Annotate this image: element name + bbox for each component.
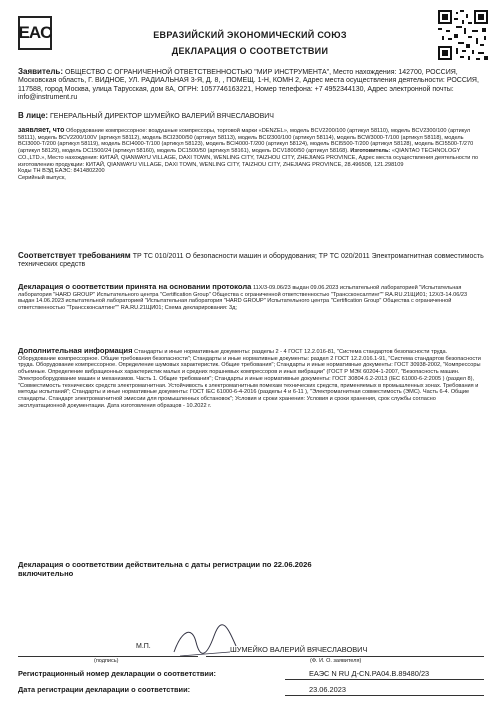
validity-date: 22.06.2026 <box>273 560 312 569</box>
hs-codes: Коды ТН ВЭД ЕАЭС: 8414802200 <box>18 168 105 175</box>
applicant-text: ОБЩЕСТВО С ОГРАНИЧЕННОЙ ОТВЕТСТВЕННОСТЬЮ "МИР ИНСТРУМЕНТА", Место нахождения: 142700, РОССИЯ, Московская область, Г. ВИДНОЕ, УЛ. РАДИАЛЬНАЯ 3-Я, Д. 8, , ПОМЕЩ. 1-Н, КОМН 2, Адрес места осуществления деятельности: РОССИЯ, 117588, город Москва, улица Тарусская, дом 8А, ОГРН: 1057746163221, Номер телефона: +7 4952344130, Адрес электронной почты: info@instrument.ru <box>18 69 479 102</box>
declares-text: Оборудование компрессорное: воздушные компрессоры, торговой марки «DENZEL», модель BCV2200/100 (артикул 58110), модель BCV2300/100 (артикул 58111), модель BCV2200/100V (артикул 58112), модель BCI2300/50 (артикул 58113), модель BCI2300/100 (артикул 58114), модель BCW3000-T/100 (артикул 58118), модель BCI3000-T/200 (артикул 58119), модель BCI4000-T/100 (артикул 58123), модель BCI4000-T/200 (артикул 58124), модель BCI5500-T/200 (артикул 58128), модель BCI5500-T/270 (артикул 58129), модель DC1500/24 (артикул 58160), модель DC1500/50 (артикул 58161), модель DCV1800/50 (артикул 58168). <box>18 128 474 155</box>
registration-number-row <box>18 669 484 678</box>
signer-name: ШУМЕЙКО ВАЛЕРИЙ ВЯЧЕСЛАВОВИЧ <box>230 645 368 654</box>
registration-number-label: Регистрационный номер декларации о соответствии: <box>18 669 216 678</box>
manufacturer-text: «QIANTAO TECHNOLOGY CO.,LTD.», Место нахождения: КИТАЙ, QIANWAYU VILLAGE, DAXI TOWN, WENLING CITY, TAIZHOU CITY, ZHEJIANG PROVINCE, Адрес места осуществления деятельности по изготовлению продукции: КИТАЙ, QIANWAYU VILLAGE, DAXI TOWN, WENLING CITY, TAIZHOU CITY, ZHEJIANG PROVINCE, 28.496508, 121.298109 <box>18 148 479 168</box>
applicant-section <box>18 68 484 103</box>
registration-date-line <box>285 695 484 696</box>
protocol-section <box>18 284 484 312</box>
declares-section <box>18 128 484 182</box>
requirements-text: ТР ТС 010/2011 О безопасности машин и оборудования; ТР ТС 020/2011 Электромагнитная совместимость технических средств <box>18 253 484 269</box>
union-title: ЕВРАЗИЙСКИЙ ЭКОНОМИЧЕСКИЙ СОЮЗ <box>153 30 347 40</box>
signature-caption: (подпись) <box>94 658 119 664</box>
stamp-label: М.П. <box>136 643 151 650</box>
registration-number: ЕАЭС N RU Д-CN.РА04.В.89480/23 <box>309 669 430 678</box>
protocol-text: 11Х/3-09.06/23 выдан 09.06.2023 испытательной лабораторией "Испытательная лаборатория "HARD GROUP" Испытательного центра "Certification Group" Общества с ограниченной ответственностью "Транссконсалтинг"" RA.RU.21ЩИ01; 12Х/3-14.06/23 выдан 14.06.2023 испытательной лабораторией "Испытательная лаборатория "HARD GROUP" Испытательного центра "Certification Group" Общества с ограниченной ответственностью "Транссконсалтинг"" RA.RU.21ЩИ01; Схема декларирования: 3д; <box>18 285 468 312</box>
requirements-label: Соответствует требованиям <box>18 251 131 260</box>
person-label: В лице: <box>18 111 49 120</box>
name-caption: (Ф. И. О. заявителя) <box>310 658 362 664</box>
declares-label: заявляет, что <box>18 127 65 134</box>
document-title: ДЕКЛАРАЦИЯ О СООТВЕТСТВИИ <box>171 46 329 56</box>
person-text: ГЕНЕРАЛЬНЫЙ ДИРЕКТОР ШУМЕЙКО ВАЛЕРИЙ ВЯЧЕСЛАВОВИЧ <box>49 113 274 120</box>
validity-section <box>18 560 484 578</box>
person-section <box>18 112 484 121</box>
validity-label: Декларация о соответствии действительна с даты регистрации по <box>18 560 272 569</box>
validity-suffix: включительно <box>18 569 74 578</box>
additional-text: Стандарты и иные нормативные документы: разделы 2 - 4 ГОСТ 12.2.016-81, "Система стандартов безопасности труда. Оборудование компрессорное. Общие требования безопасности"; Стандарты и иные нормативные документы: раздел 2 ГОСТ 12.2.016.1-91, "Система стандартов безопасности труда. Оборудование компрессорное. Определение шумовых характеристик. Общие требования"; Стандарты и иные нормативные документы: ГОСТ 30938-2002, "Компрессоры объемные. Определение вибрационных характеристик малых и средних поршневых компрессоров и иных вибрации" (ГОСТ Р МЭК 60204-1-2007, "Безопасность машин. Электрооборудование машин и механизмов. Часть 1. Общие требования"; Стандарты и иные нормативные документы: ГОСТ 30804.6.2-2013 (IEC 61000-6-2:2005 ) (раздел 8), "Совместимость технических средств электромагнитная. Устойчивость к электромагнитным помехам технических средств, применяемых в промышленных зонах. Требования и методы испытаний"; Стандарты и иные нормативные документы: ГОСТ IEC 61000-6-4-2016 (разделы 4 и 6-11 ), "Электромагнитная совместимость (ЭМС). Часть 6-4. Общие стандарты. Стандарт электромагнитной эмиссии для промышленных обстановок"; Условия и сроки хранения: Условия и сроки хранения, срок службы согласно эксплуатационной документации. Дата изготовления образцов - 10.2022 г. <box>18 349 481 409</box>
additional-section <box>18 348 484 409</box>
batch-type: Серийный выпуск, <box>18 174 66 181</box>
manufacturer-label: Изготовитель: <box>350 148 391 155</box>
registration-date-row <box>18 685 484 694</box>
registration-number-line <box>285 679 484 680</box>
protocol-label: Декларация о соответствии принята на основании протокола <box>18 282 252 291</box>
signature-line <box>18 656 198 657</box>
applicant-label: Заявитель: <box>18 67 63 76</box>
name-line <box>206 656 484 657</box>
additional-label: Дополнительная информация <box>18 346 133 355</box>
requirements-section <box>18 252 484 270</box>
eac-logo: EAC <box>18 16 52 50</box>
registration-date-label: Дата регистрации декларации о соответствии: <box>18 685 191 694</box>
registration-date: 23.06.2023 <box>309 685 346 694</box>
